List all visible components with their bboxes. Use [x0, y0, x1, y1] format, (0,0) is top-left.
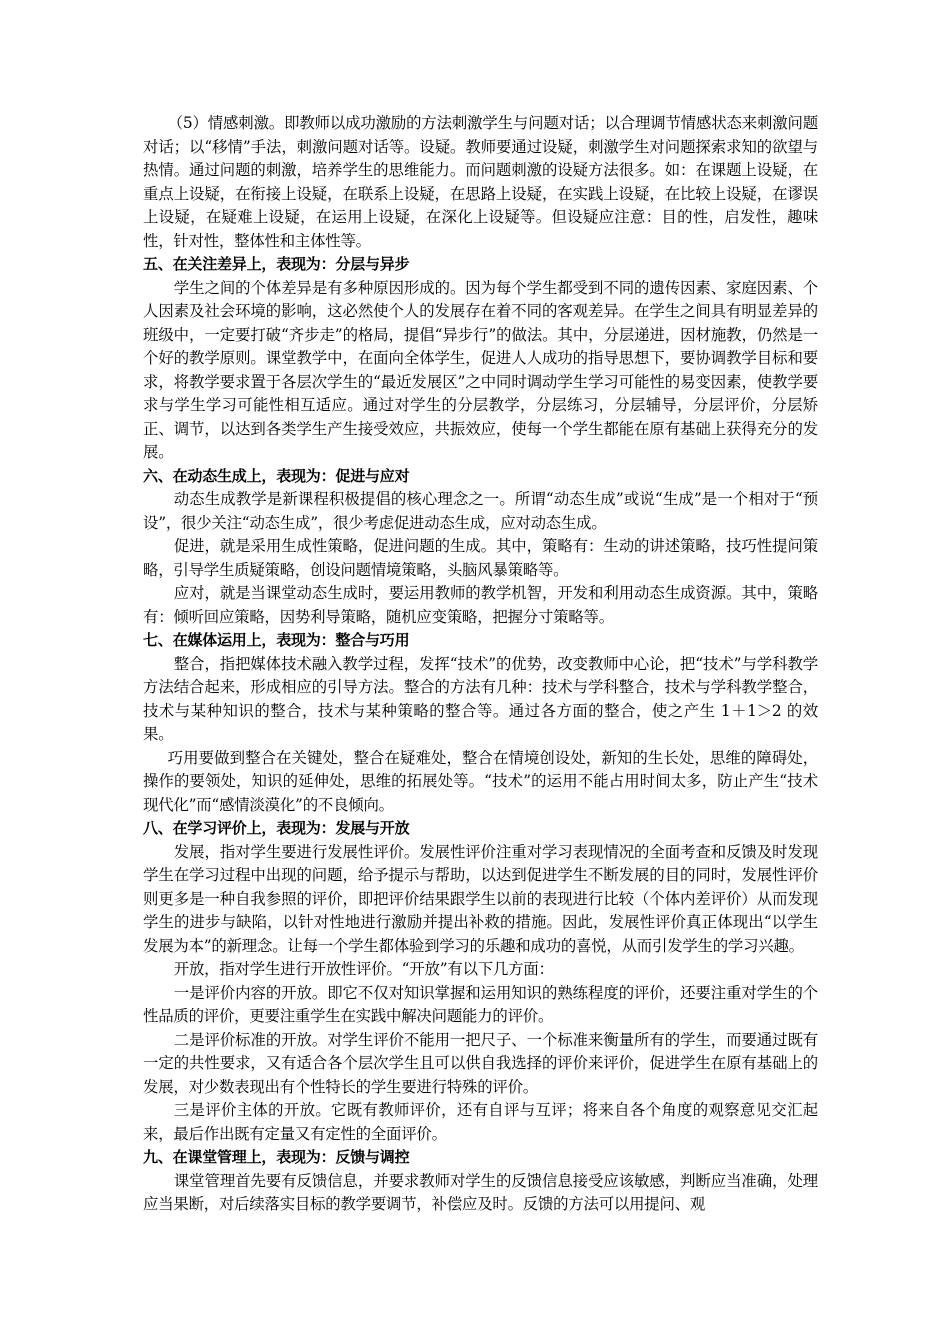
paragraph-integration: 整合，指把媒体技术融入教学过程，发挥“技术”的优势，改变教师中心论，把“技术”与学科教学方法结合起来，形成相应的引导方法。整合的方法有几种：技术与学科整合，技术与学科教学整合，技术与某种知识的整合，技术与某种策略的整合等。通过各方面的整合，使之产生 1＋1＞2 的效果。	[143, 654, 818, 743]
paragraph-individual-differences: 学生之间的个体差异是有多种原因形成的。因为每个学生都受到不同的遗传因素、家庭因素、个人因素及社会环境的影响，这必然使个人的发展存在着不同的客观差异。在学生之间具有明显差异的班级中，一定要打破“齐步走”的格局，提倡“异步行”的做法。其中，分层递进，因材施教，仍然是一个好的教学原则。课堂教学中，在面向全体学生，促进人人成功的指导思想下，要协调教学目标和要求，将教学要求置于各层次学生的“最近发展区”之中同时调动学生学习可能性的易变因素，使教学要求与学生学习可能性相互适应。通过对学生的分层教学，分层练习，分层辅导，分层评价，分层矫正、调节，以达到各类学生产生接受效应，共振效应，使每一个学生都能在原有基础上获得充分的发展。	[143, 278, 818, 461]
paragraph-open-content: 一是评价内容的开放。即它不仅对知识掌握和运用知识的熟练程度的评价，还要注重对学生的个性品质的评价，更要注重学生在实践中解决问题能力的评价。	[143, 983, 818, 1025]
paragraph-dynamic-generation: 动态生成教学是新课程积极提倡的核心理念之一。所谓“动态生成”或说“生成”是一个相对于“预设”，很少关注“动态生成”，很少考虑促进动态生成，应对动态生成。	[143, 490, 818, 532]
paragraph-promote: 促进，就是采用生成性策略，促进问题的生成。其中，策略有：生动的讲述策略，技巧性提问策略，引导学生质疑策略，创设问题情境策略，头脑风暴策略等。	[143, 537, 818, 579]
paragraph-open-standard: 二是评价标准的开放。对学生评价不能用一把尺子、一个标准来衡量所有的学生，而要通过既有一定的共性要求，又有适合各个层次学生且可以供自我选择的评价来评价，促进学生在原有基础上的发展，对少数表现出有个性特长的学生要进行特殊的评价。	[143, 1030, 818, 1096]
section-heading-8: 八、在学习评价上，表现为：发展与开放	[143, 819, 410, 837]
paragraph-classroom-management: 课堂管理首先要有反馈信息，并要求教师对学生的反馈信息接受应该敏感，判断应当准确，处理应当果断，对后续落实目标的教学要调节，补偿应及时。反馈的方法可以用提问、观	[143, 1171, 818, 1213]
paragraph-openness: 开放，指对学生进行开放性评价。“开放”有以下几方面：	[173, 960, 554, 978]
document-page	[143, 112, 818, 1217]
section-heading-5: 五、在关注差异上，表现为：分层与异步	[143, 255, 410, 273]
section-heading-9: 九、在课堂管理上，表现为：反馈与调控	[143, 1148, 410, 1166]
paragraph-respond: 应对，就是当课堂动态生成时，要运用教师的教学机智，开发和利用动态生成资源。其中，策略有：倾听回应策略，因势利导策略，随机应变策略，把握分寸策略等。	[143, 584, 818, 626]
section-heading-6: 六、在动态生成上，表现为：促进与应对	[143, 466, 410, 485]
paragraph-clever-use: 巧用要做到整合在关键处，整合在疑难处，整合在情境创设处，新知的生长处，思维的障碍处，操作的要领处，知识的延伸处，思维的拓展处等。“技术”的运用不能占用时间太多，防止产生“技术现代化”而“感情淡漠化”的不良倾向。	[143, 748, 818, 814]
paragraph-open-subject: 三是评价主体的开放。它既有教师评价，还有自评与互评；将来自各个角度的观察意见交汇起来，最后作出既有定量又有定性的全面评价。	[143, 1101, 818, 1143]
paragraph-emotional-stimulus: （5）情感刺激。即教师以成功激励的方法刺激学生与问题对话；以合理调节情感状态来刺激问题对话；以“移情”手法，刺激问题对话等。设疑。教师要通过设疑，刺激学生对问题探索求知的欲望与热情。通过问题的刺激，培养学生的思维能力。而问题刺激的设疑方法很多。如：在课题上设疑，在重点上设疑，在衔接上设疑，在联系上设疑，在思路上设疑，在实践上设疑，在比较上设疑，在谬误上设疑，在疑难上设疑，在运用上设疑，在深化上设疑等。但设疑应注意：目的性，启发性，趣味性，针对性，整体性和主体性等。	[143, 114, 818, 250]
section-heading-7: 七、在媒体运用上，表现为：整合与巧用	[143, 631, 410, 649]
paragraph-development: 发展，指对学生要进行发展性评价。发展性评价注重对学习表现情况的全面考查和反馈及时发现学生在学习过程中出现的问题，给予提示与帮助，以达到促进学生不断发展的目的同时，发展性评价则更多是一种自我参照的评价，即把评价结果跟学生以前的表现进行比较（个体内差评价）从而发现学生的进步与缺陷，以针对性地进行激励并提出补救的措施。因此，发展性评价真正体现出“以学生发展为本”的新理念。让每一个学生都体验到学习的乐趣和成功的喜悦，从而引发学生的学习兴趣。	[143, 842, 818, 955]
